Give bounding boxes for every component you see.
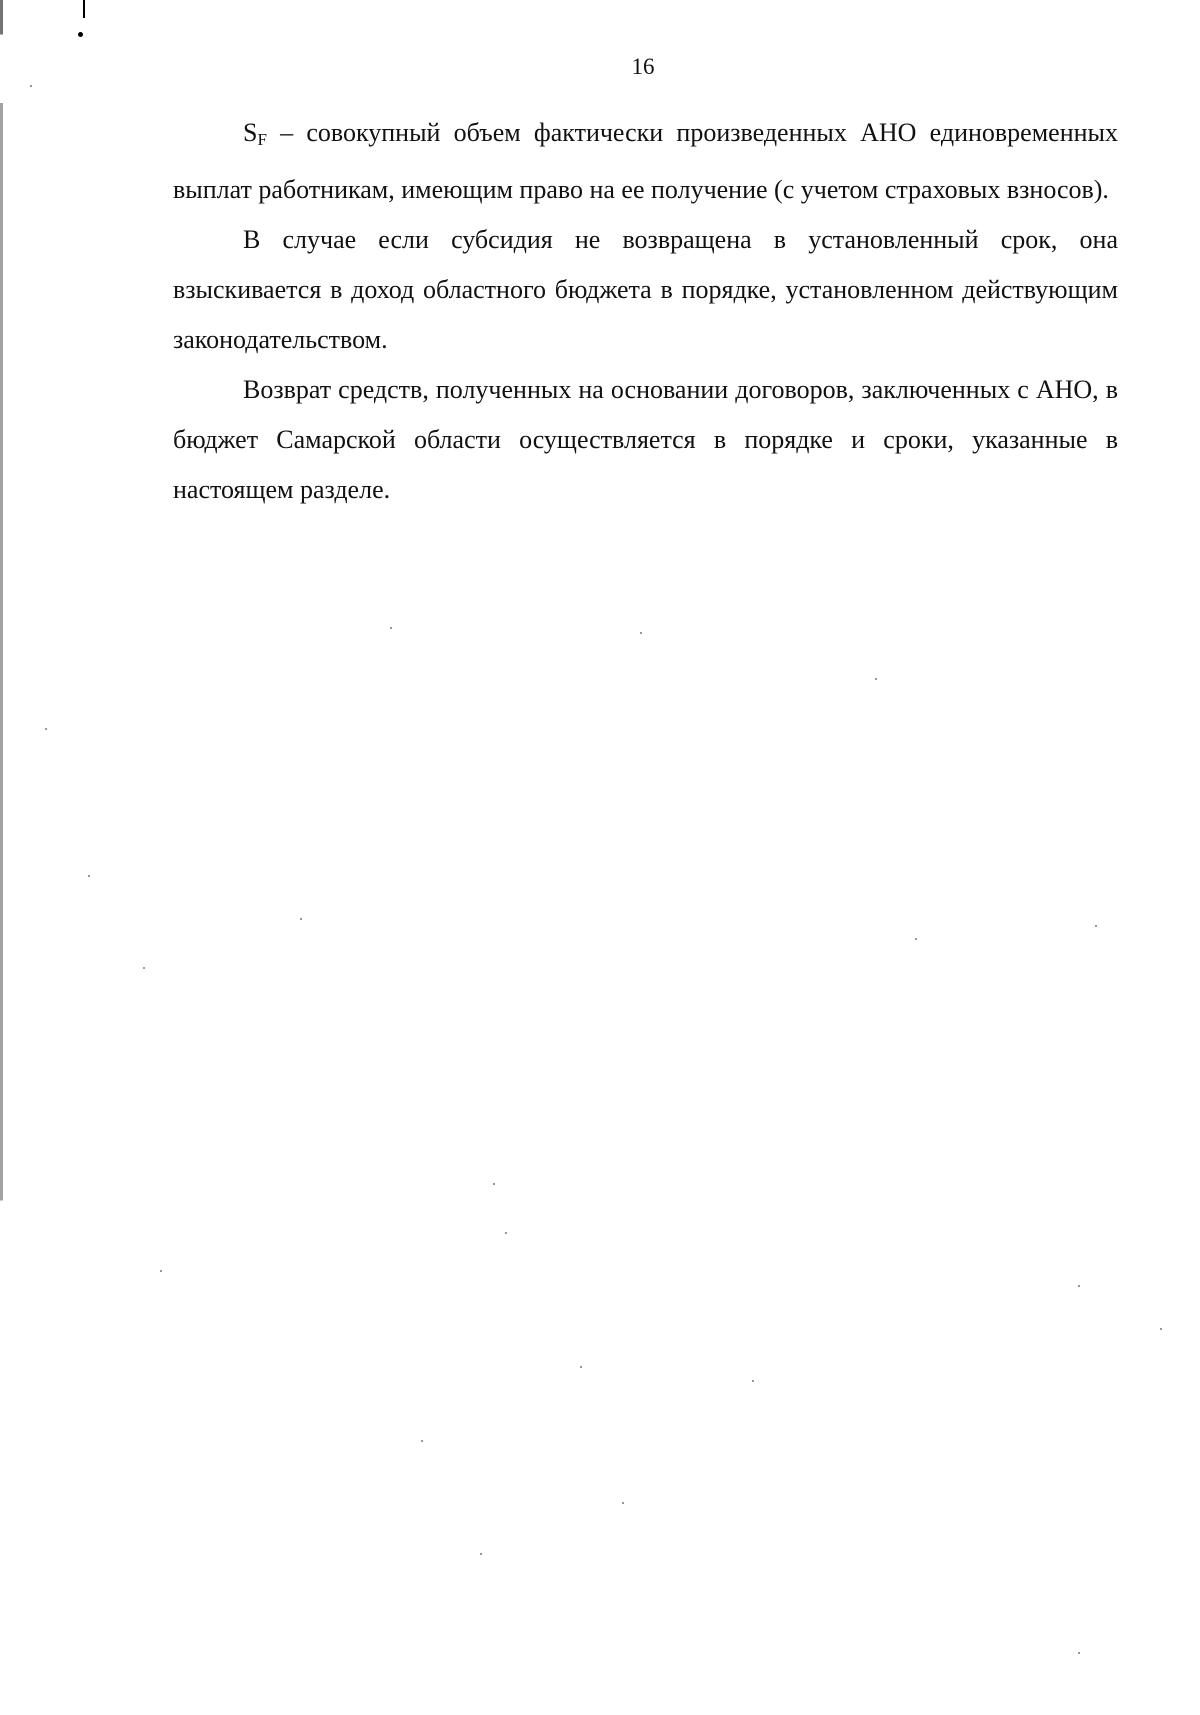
scan-speck bbox=[480, 1553, 482, 1555]
paragraph-sf-definition bbox=[173, 108, 1118, 215]
scan-speck bbox=[1160, 1328, 1162, 1330]
scan-speck bbox=[1078, 1652, 1080, 1654]
scan-speck bbox=[421, 1440, 423, 1442]
scan-speck bbox=[505, 1232, 507, 1234]
document-body bbox=[173, 108, 1118, 515]
scan-speck bbox=[622, 1502, 624, 1504]
scan-top-mark bbox=[83, 0, 85, 18]
scan-speck bbox=[640, 632, 642, 634]
scan-speck bbox=[390, 627, 392, 629]
page-number: 16 bbox=[631, 54, 655, 79]
scan-speck bbox=[143, 967, 145, 969]
paragraph-recovery: В случае если субсидия не возвращена в установленный срок, она взыскивается в доход областного бюджета в порядке, установленном действующим законодательством. bbox=[173, 225, 1118, 354]
definition-text: – совокупный объем фактически произведенных АНО единовременных выплат работникам, имеющим право на ее получение (с учетом страховых взносов). bbox=[173, 118, 1118, 204]
scan-left-edge bbox=[0, 0, 3, 1715]
formula-symbol: S bbox=[243, 118, 258, 147]
scan-speck bbox=[88, 875, 90, 877]
scan-speck bbox=[752, 1380, 754, 1382]
formula-subscript: F bbox=[257, 130, 267, 149]
scan-speck bbox=[78, 32, 83, 37]
scan-speck bbox=[45, 728, 47, 730]
scan-speck bbox=[915, 938, 917, 940]
paragraph-return-funds: Возврат средств, полученных на основании договоров, заключенных с АНО, в бюджет Самарской области осуществляется в порядке и сроки, указанные в настоящем разделе. bbox=[173, 375, 1118, 504]
scan-speck bbox=[1078, 1285, 1080, 1287]
scan-speck bbox=[1095, 925, 1097, 927]
scan-speck bbox=[580, 1366, 582, 1368]
scan-speck bbox=[30, 85, 32, 87]
scan-speck bbox=[493, 1183, 495, 1185]
scan-speck bbox=[300, 918, 302, 920]
scan-speck bbox=[875, 678, 877, 680]
scan-speck bbox=[160, 1270, 162, 1272]
